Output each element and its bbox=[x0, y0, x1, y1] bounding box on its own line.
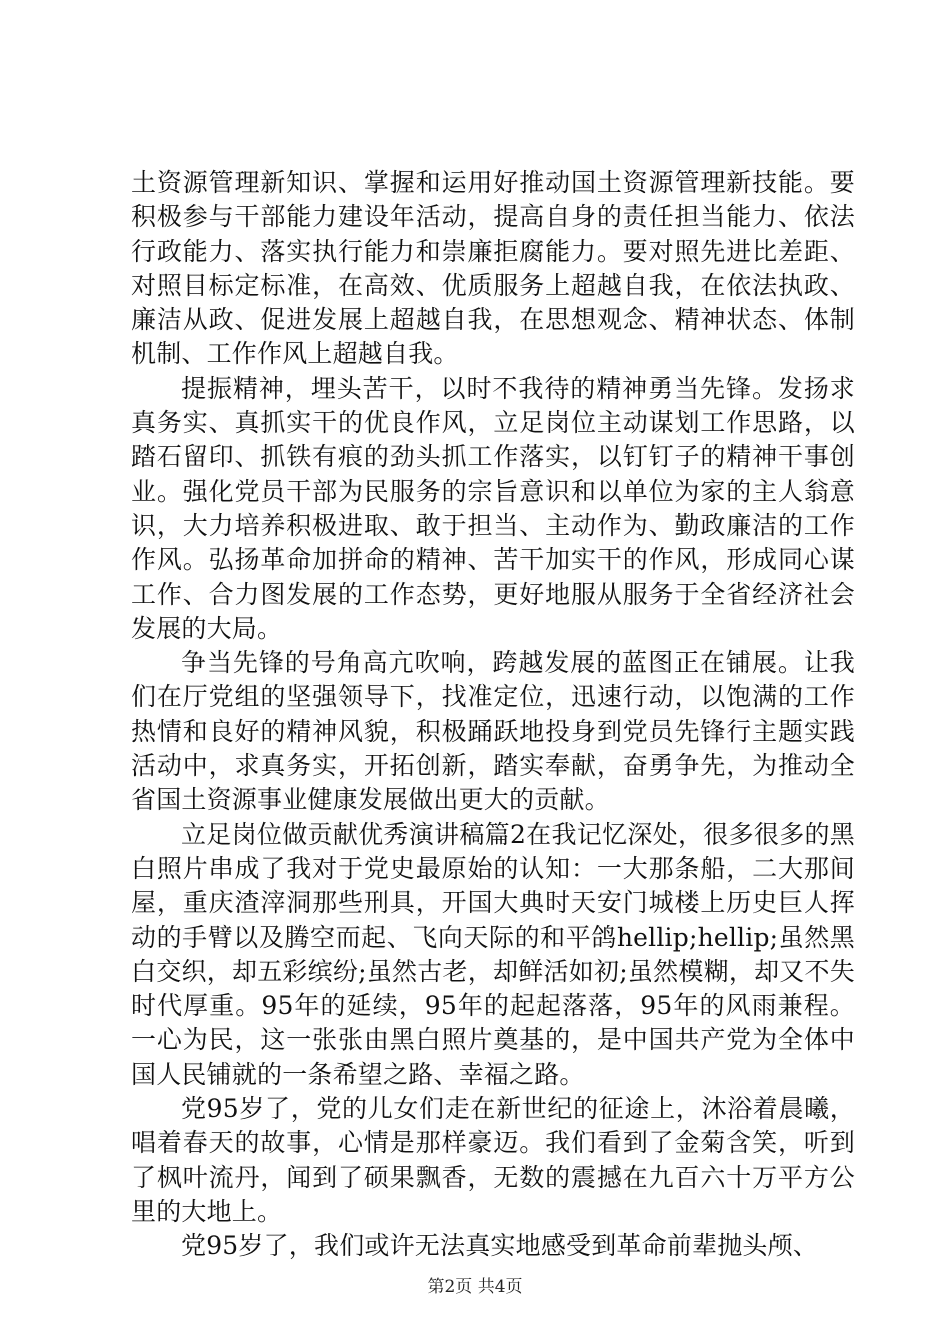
document-body bbox=[131, 166, 855, 1264]
paragraph-6: 党95岁了，我们或许无法真实地感受到革命前辈抛头颅、 bbox=[181, 1231, 819, 1261]
paragraph-4: 立足岗位做贡献优秀演讲稿篇2在我记忆深处，很多很多的黑白照片串成了我对于党史最原始的认知：一大那条船，二大那间屋，重庆渣滓洞那些刑具，开国大典时天安门城楼上历史巨人挥动的手臂以及腾空而起、飞向天际的和平鸽hellip;hellip;虽然黑白交织，却五彩缤纷;虽然古老，却鲜活如初;虽然模糊，却又不失时代厚重。95年的延续，95年的起起落落，95年的风雨兼程。一心为民，这一张张由黑白照片奠基的，是中国共产党为全体中国人民铺就的一条希望之路、幸福之路。 bbox=[131, 819, 855, 1089]
paragraph-5: 党95岁了，党的儿女们走在新世纪的征途上，沐浴着晨曦，唱着春天的故事，心情是那样豪迈。我们看到了金菊含笑，听到了枫叶流丹，闻到了硕果飘香，无数的震撼在九百六十万平方公里的大地上。 bbox=[131, 1094, 855, 1226]
paragraph-1: 土资源管理新知识、掌握和运用好推动国土资源管理新技能。要积极参与干部能力建设年活动，提高自身的责任担当能力、依法行政能力、落实执行能力和崇廉拒腐能力。要对照先进比差距、对照目标定标准，在高效、优质服务上超越自我，在依法执政、廉洁从政、促进发展上超越自我，在思想观念、精神状态、体制机制、工作作风上超越自我。 bbox=[131, 168, 855, 369]
paragraph-3: 争当先锋的号角高亢吹响，跨越发展的蓝图正在铺展。让我们在厅党组的坚强领导下，找准定位，迅速行动，以饱满的工作热情和良好的精神风貌，积极踊跃地投身到党员先锋行主题实践活动中，求真务实，开拓创新，踏实奉献，奋勇争先，为推动全省国土资源事业健康发展做出更大的贡献。 bbox=[131, 648, 855, 815]
page-footer: 第2页 共4页 bbox=[427, 1277, 523, 1297]
paragraph-2: 提振精神，埋头苦干，以时不我待的精神勇当先锋。发扬求真务实、真抓实干的优良作风，立足岗位主动谋划工作思路，以踏石留印、抓铁有痕的劲头抓工作落实，以钉钉子的精神干事创业。强化党员干部为民服务的宗旨意识和以单位为家的主人翁意识，大力培养积极进取、敢于担当、主动作为、勤政廉洁的工作作风。弘扬革命加拼命的精神、苦干加实干的作风，形成同心谋工作、合力图发展的工作态势，更好地服从服务于全省经济社会发展的大局。 bbox=[131, 373, 855, 643]
